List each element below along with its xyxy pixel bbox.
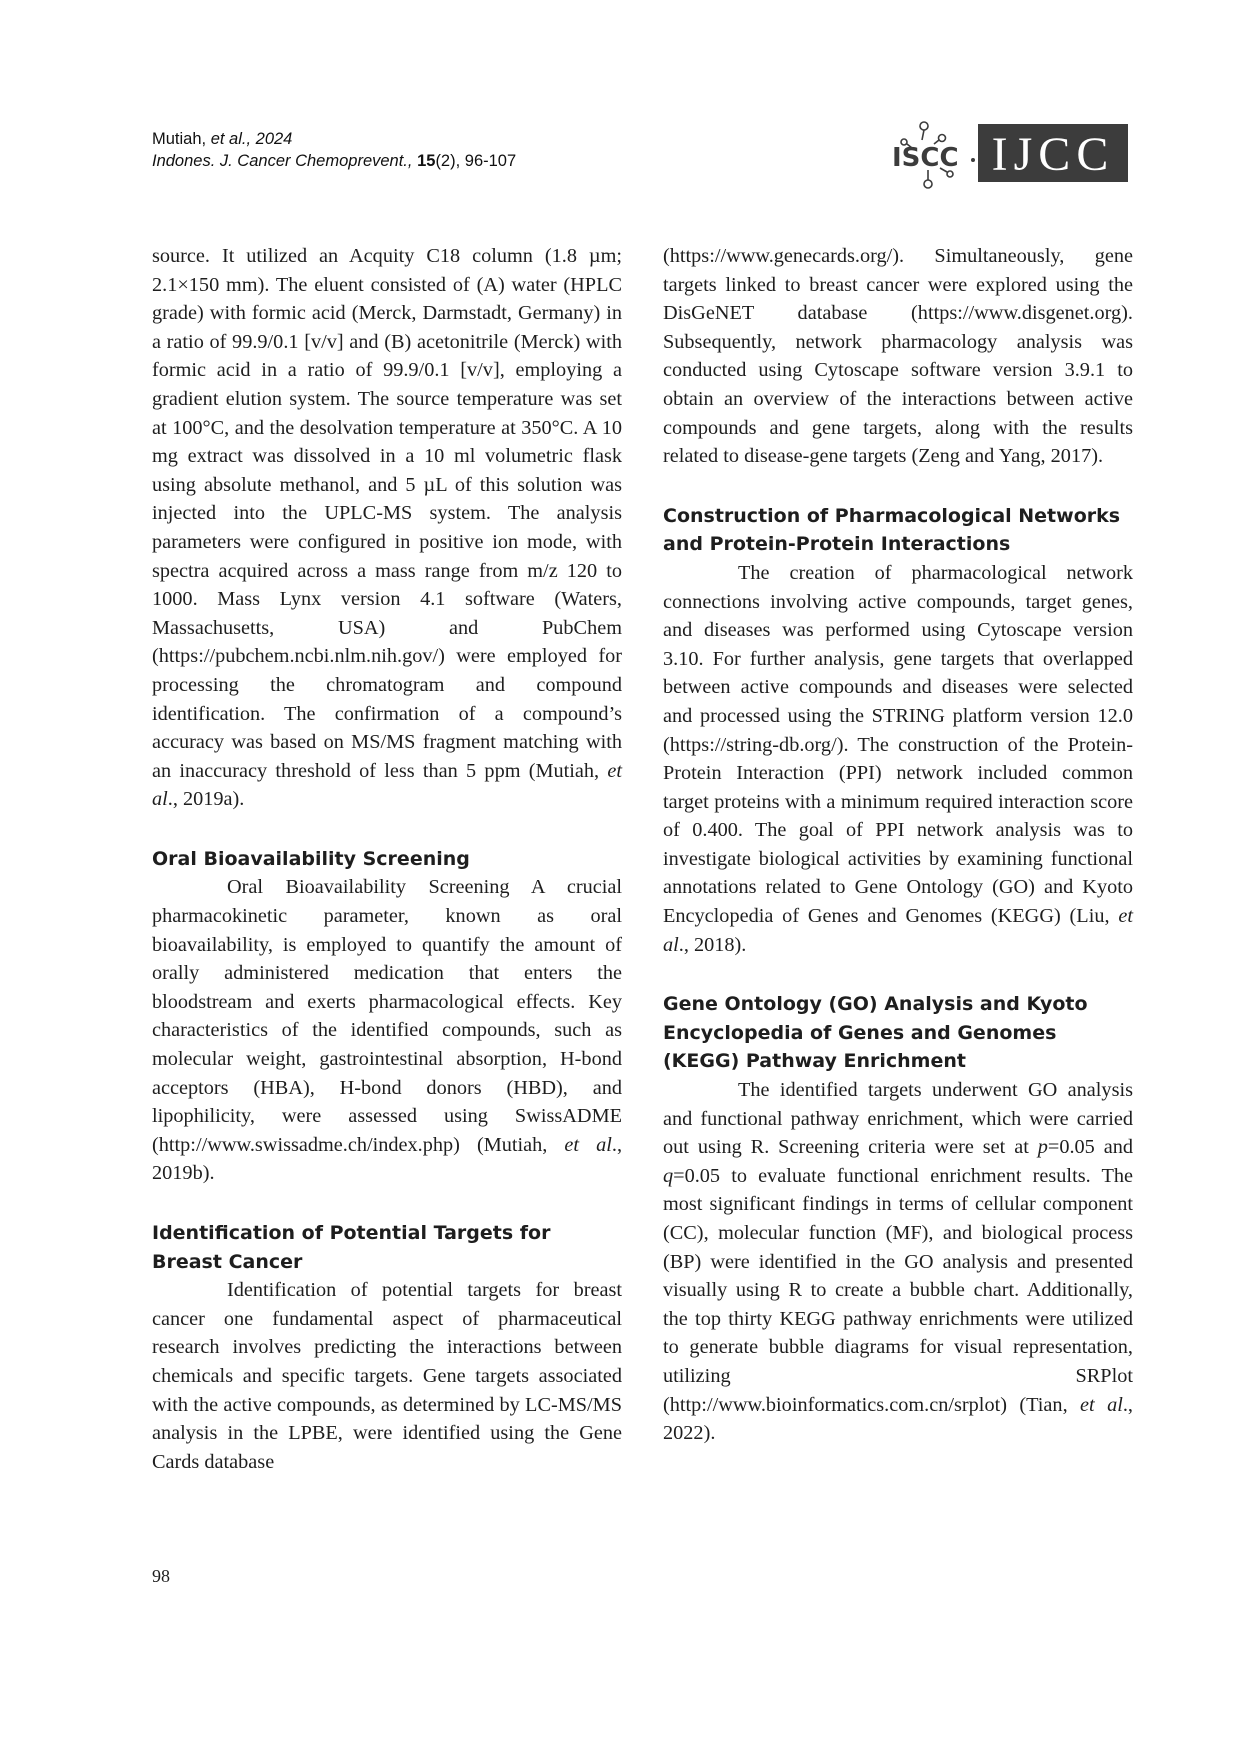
header-journal bbox=[152, 150, 516, 172]
section-heading-potential-targets: Identification of Potential Targets for Breast Cancer bbox=[152, 1222, 551, 1273]
header-volume: 15 bbox=[417, 152, 436, 170]
methods-paragraph-ppi: The creation of pharmacological network connections involving active compounds, target genes, and diseases was performed using Cytoscape version 3.10. For further analysis, gene targets that overlapped between active compounds and diseases were selected and processed using the STRING platform version 12.0 (https://string-db.org/). The construction of the Protein-Protein Interaction (PPI) network included common target proteins with a minimum required interaction score of 0.400. The goal of PPI network analysis was to investigate biological activities by examining functional annotations related to Gene Ontology (GO) and Kyoto Encyclopedia of Genes and Genomes (KEGG) (Liu, et al., 2018). bbox=[663, 561, 1133, 956]
section-heading-go-kegg: Gene Ontology (GO) Analysis and Kyoto Encyclopedia of Genes and Genomes (KEGG) Pathway Enrichment bbox=[663, 993, 1088, 1073]
methods-paragraph-genecards: (https://www.genecards.org/). Simultaneously, gene targets linked to breast cancer were explored using the DisGeNET database (https://www.disgenet.org). Subsequently, network pharmacology analysis was conducted using Cytoscape software version 3.9.1 to obtain an overview of the interactions between active compounds and gene targets, along with the results related to disease-gene targets (Zeng and Yang, 2017). bbox=[663, 245, 1133, 468]
section-heading-oral-bioavailability: Oral Bioavailability Screening bbox=[152, 847, 470, 870]
right-column bbox=[663, 242, 1133, 1448]
logo-journal-text: IJCC bbox=[991, 128, 1115, 181]
methods-paragraph-bioavailability: Oral Bioavailability Screening A crucial pharmacokinetic parameter, known as oral bioavailability, is employed to quantify the amount of orally administered medication that enters the bloodstream and exerts pharmacological effects. Key characteristics of the identified compounds, such as molecular weight, gastrointestinal absorption, H-bond acceptors (HBA), H-bond donors (HBD), and lipophilicity, were assessed using SwissADME (http://www.swissadme.ch/index.php) (Mutiah, et al., 2019b). bbox=[152, 876, 623, 1185]
header-journal-abbrev: Indones. J. Cancer Chemoprevent., bbox=[152, 152, 413, 170]
journal-logo bbox=[884, 118, 1130, 194]
header-authors: Mutiah, bbox=[152, 130, 207, 148]
section-heading-pharmacological-networks: Construction of Pharmacological Networks and Protein-Protein Interactions bbox=[663, 504, 1121, 556]
left-column bbox=[152, 242, 622, 1476]
header-issue-pages: (2), 96-107 bbox=[435, 152, 517, 170]
methods-paragraph-enrichment: The identified targets underwent GO analysis and functional pathway enrichment, which were carried out using R. Screening criteria were set at p=0.05 and q=0.05 to evaluate functional enrichment results. The most significant findings in terms of cellular component (CC), molecular function (MF), and biological process (BP) were identified in the GO analysis and presented visually using R to create a bubble chart. Additionally, the top thirty KEGG pathway enrichments were utilized to generate bubble diagrams for visual representation, utilizing SRPlot (http://www.bioinformatics.com.cn/srplot) (Tian, et al., 2022). bbox=[663, 1079, 1133, 1445]
logo-society-text: ISCC bbox=[892, 143, 959, 173]
page-number: 98 bbox=[152, 1566, 170, 1586]
methods-paragraph-uplc: source. It utilized an Acquity C18 column (1.8 µm; 2.1×150 mm). The eluent consisted of (A) water (HPLC grade) with formic acid (Merck, Darmstadt, Germany) in a ratio of 99.9/0.1 [v/v] and (B) acetonitrile (Merck) with formic acid in a ratio of 99.9/0.1 [v/v], employing a gradient elution system. The source temperature was set at 100°C, and the desolvation temperature at 350°C. A 10 mg extract was dissolved in a 10 ml volumetric flask using absolute methanol, and 5 µL of this solution was injected into the UPLC-MS system. The analysis parameters were configured in positive ion mode, with spectra acquired across a mass range from m/z 120 to 1000. Mass Lynx version 4.1 software (Waters, Massachusetts, USA) and PubChem (https://pubchem.ncbi.nlm.nih.gov/) were employed for processing the chromatogram and compound identification. The confirmation of a compound’s accuracy was based on MS/MS fragment matching with an inaccuracy threshold of less than 5 ppm (Mutiah, et al., 2019a). bbox=[152, 245, 622, 811]
methods-paragraph-targets: Identification of potential targets for breast cancer one fundamental aspect of pharmaceutical research involves predicting the interactions between chemicals and specific targets. Gene targets associated with the active compounds, as determined by LC-MS/MS analysis in the LPBE, were identified using the Gene Cards database bbox=[152, 1279, 622, 1473]
logo-dot bbox=[971, 158, 975, 162]
header-citation bbox=[152, 128, 516, 150]
header-etal: et al., 2024 bbox=[210, 130, 293, 148]
running-header bbox=[152, 128, 516, 172]
